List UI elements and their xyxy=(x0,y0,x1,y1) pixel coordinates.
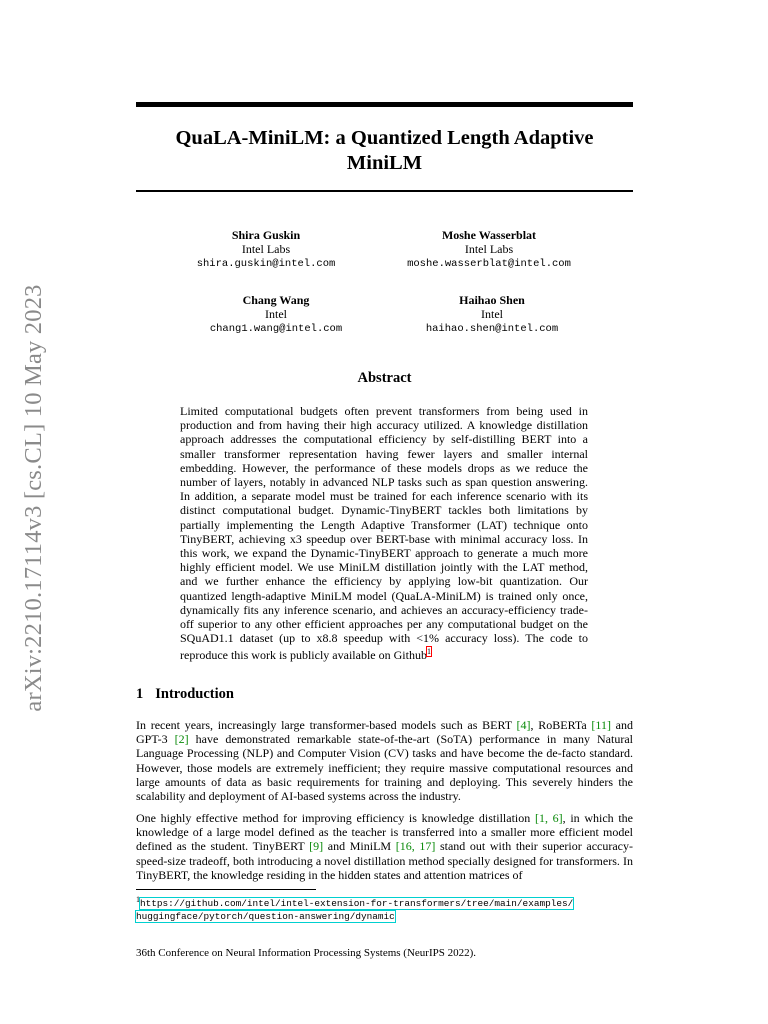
title-rule-bottom xyxy=(136,190,633,192)
citation-link[interactable]: [4] xyxy=(516,718,531,732)
author-affiliation: Intel xyxy=(481,307,503,322)
paragraph-text: and MiniLM xyxy=(323,839,396,854)
footnote-mark: 1 xyxy=(136,895,140,904)
citation-link[interactable]: [11] xyxy=(591,718,611,732)
section-number: 1 xyxy=(136,686,144,702)
citation-link[interactable]: [16, 17] xyxy=(395,839,436,854)
author-affiliation: Intel Labs xyxy=(464,242,514,257)
author-block xyxy=(156,293,396,336)
github-url-link-continued[interactable]: huggingface/pytorch/question-answering/dynamic xyxy=(136,911,395,923)
paragraph-text: One highly effective method for improving efficiency is knowledge distillation xyxy=(136,811,535,825)
abstract-text xyxy=(180,404,588,663)
paragraph-text: In recent years, increasingly large transformer-based models such as BERT xyxy=(136,718,517,732)
author-block xyxy=(369,228,609,271)
abstract-body: Limited computational budgets often prevent transformers from being used in production and from having their high accuracy utilized. A knowledge distillation approach addresses the computational efficiency by self-distilling BERT into a smaller transformer representation having fewer layers and smaller internal embedding. However, the performance of these models drops as we reduce the number of layers, notably in advanced NLP tasks such as span question answering. In addition, a separate model must be trained for each inference scenario with its distinct computational budget. Dynamic-TinyBERT tackles both limitations by partially implementing the Length Adaptive Transformer (LAT) technique onto TinyBERT, achieving x3 speedup over BERT-base with minimal accuracy loss. In this work, we expand the Dynamic-TinyBERT approach to generate a much more highly efficient model. We use MiniLM distillation jointly with the LAT method, and we further enhance the efficiency by applying low-bit quantization. Our quantized length-adaptive MiniLM model (QuaLA-MiniLM) is trained only once, dynamically fits any inference scenario, and achieves an accuracy-efficiency trade-off superior to any other efficient approaches per any computational budget on the SQuAD1.1 dataset (up to x8.8 speedup with <1% accuracy loss). The code to reproduce this work is publicly available on Github xyxy=(180,404,588,663)
author-name: Haihao Shen xyxy=(459,293,525,307)
author-block xyxy=(372,293,612,336)
paragraph-text: stand out with their superior accuracy-speed-size tradeoff, both introducing a novel distillation method specially designed for transformers. In TinyBERT, the knowledge residing in the hidden states and attention matrices of xyxy=(136,839,633,882)
paragraph-text: , RoBERTa xyxy=(530,718,592,732)
arxiv-identifier: arXiv:2210.17114v3 [cs.CL] 10 May 2023 xyxy=(20,284,47,712)
paragraph-text: , in which the knowledge of a large model defined as the teacher is transferred into a smaller more efficient model defined as the student. TinyBERT xyxy=(136,811,634,854)
author-affiliation: Intel xyxy=(265,307,287,322)
paragraph-text: and GPT-3 xyxy=(136,718,633,747)
author-name: Moshe Wasserblat xyxy=(441,228,537,242)
arxiv-stamp xyxy=(10,268,58,728)
footnote-link[interactable]: 1 xyxy=(426,647,431,657)
paragraph-text: have demonstrated remarkable state-of-the-art (SoTA) performance in many Natural Language Processing (NLP) and Computer Vision (CV) tasks and have become the de-facto standard. However, those models are extremely inefficient; they require massive computational resources and large amounts of data as basic requirements for training and deploying. This severely hinders the scalability and deployment of AI-based systems across the industry. xyxy=(136,732,633,804)
footnote xyxy=(136,893,636,923)
citation-link[interactable]: [1, 6] xyxy=(534,811,563,825)
venue-footer: 36th Conference on Neural Information Processing Systems (NeurIPS 2022). xyxy=(136,947,477,959)
citation-link[interactable]: [9] xyxy=(309,839,324,854)
citation-link[interactable]: [2] xyxy=(174,732,189,747)
author-email[interactable]: chang1.wang@intel.com xyxy=(209,322,343,335)
title-rule-top xyxy=(136,102,633,107)
section-title: Introduction xyxy=(155,686,234,702)
author-affiliation: Intel Labs xyxy=(241,242,291,257)
author-name: Chang Wang xyxy=(242,293,310,307)
github-url-link[interactable]: https://github.com/intel/intel-extension-for-transformers/tree/main/examples/ xyxy=(140,898,574,910)
author-email[interactable]: haihao.shen@intel.com xyxy=(425,322,559,335)
section-heading xyxy=(136,686,234,703)
author-block xyxy=(146,228,386,271)
footnote-rule xyxy=(136,889,316,890)
author-email[interactable]: moshe.wasserblat@intel.com xyxy=(407,257,571,270)
intro-paragraph-1 xyxy=(136,718,633,803)
intro-paragraph-2 xyxy=(136,811,633,882)
abstract-heading: Abstract xyxy=(357,370,412,386)
author-email[interactable]: shira.guskin@intel.com xyxy=(196,257,336,270)
paper-title: QuaLA-MiniLM: a Quantized Length Adaptive MiniLM xyxy=(175,127,594,174)
author-name: Shira Guskin xyxy=(231,228,301,242)
